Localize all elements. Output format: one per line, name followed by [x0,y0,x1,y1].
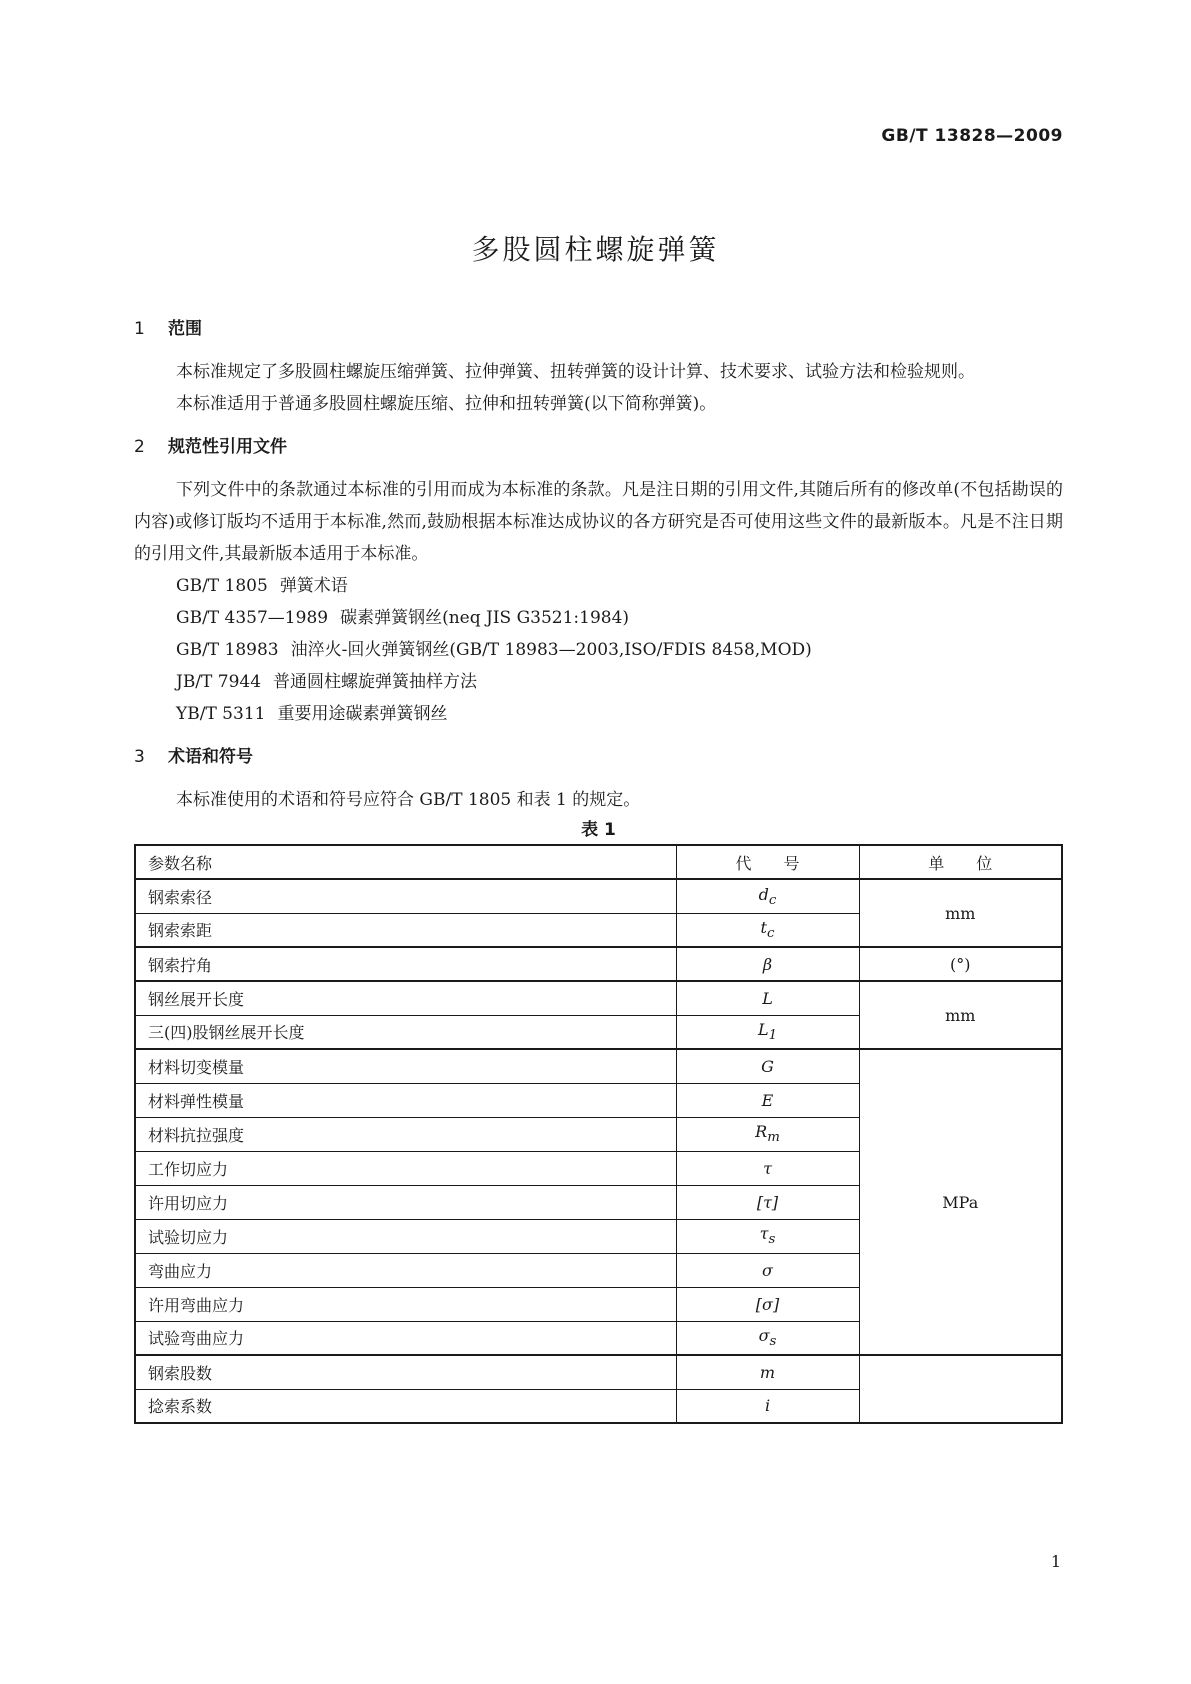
table-header-cell: 参数名称 [135,845,676,879]
param-symbol: E [676,1083,859,1117]
param-symbol: $t_c$ [676,913,859,947]
table-row [135,1049,1062,1083]
paragraph: 下列文件中的条款通过本标准的引用而成为本标准的条款。凡是注日期的引用文件,其随后所有的修改单(不包括勘误的内容)或修订版均不适用于本标准,然而,鼓励根据本标准达成协议的各方研究是否可使用这些文件的最新版本。凡是不注日期的引用文件,其最新版本适用于本标准。 [134,480,1063,564]
param-symbol: L [676,981,859,1015]
param-name: 钢索股数 [135,1355,676,1389]
reference-name: 重要用途碳素弹簧钢丝 [277,704,448,724]
param-symbol: m [676,1355,859,1389]
section-2-heading [134,430,1063,464]
param-symbol: $\sigma_s$ [676,1321,859,1355]
param-symbol: i [676,1389,859,1423]
reference-code: GB/T 18983 [176,640,279,660]
table-row [135,879,1062,913]
param-name: 钢丝展开长度 [135,981,676,1015]
reference-item [134,602,1063,634]
param-symbol: [τ] [676,1185,859,1219]
table-header-row [135,845,1062,879]
param-name: 钢索拧角 [135,947,676,981]
param-unit: (°) [859,947,1062,981]
reference-name: 油淬火-回火弹簧钢丝(GB/T 18983—2003,ISO/FDIS 8458,MOD) [290,640,812,660]
param-name: 试验切应力 [135,1219,676,1253]
param-name: 材料抗拉强度 [135,1117,676,1151]
param-name: 三(四)股钢丝展开长度 [135,1015,676,1049]
page-number: 1 [1050,1552,1061,1571]
paragraph: 本标准使用的术语和符号应符合 GB/T 1805 和表 1 的规定。 [176,790,641,810]
param-unit: MPa [859,1049,1062,1355]
paragraph: 本标准适用于普通多股圆柱螺旋压缩、拉伸和扭转弹簧(以下简称弹簧)。 [176,394,717,414]
paragraph: 本标准规定了多股圆柱螺旋压缩弹簧、拉伸弹簧、扭转弹簧的设计计算、技术要求、试验方法和检验规则。 [176,362,975,382]
reference-name: 碳素弹簧钢丝(neq JIS G3521:1984) [340,608,630,628]
reference-name: 弹簧术语 [279,576,348,596]
param-symbol: $\tau_s$ [676,1219,859,1253]
param-name: 钢索索径 [135,879,676,913]
reference-item [134,698,1063,730]
param-symbol: $d_c$ [676,879,859,913]
section-1-heading [134,312,1063,346]
table-row [135,1355,1062,1389]
param-symbol: $L_1$ [676,1015,859,1049]
table-caption: 表 1 [581,820,616,840]
table-header-cell: 代 号 [676,845,859,879]
param-symbol: β [676,947,859,981]
param-unit: mm [859,879,1062,947]
param-name: 试验弯曲应力 [135,1321,676,1355]
reference-item [134,634,1063,666]
section-number: 2 [134,437,145,457]
section-title: 术语和符号 [168,747,253,767]
param-symbol: [σ] [676,1287,859,1321]
section-title: 规范性引用文件 [168,437,287,457]
reference-code: GB/T 4357—1989 [176,608,329,628]
section-number: 1 [134,319,145,339]
reference-code: GB/T 1805 [176,576,268,596]
param-name: 钢索索距 [135,913,676,947]
param-name: 工作切应力 [135,1151,676,1185]
param-symbol: G [676,1049,859,1083]
param-name: 弯曲应力 [135,1253,676,1287]
param-name: 许用切应力 [135,1185,676,1219]
section-3-heading [134,740,1063,774]
param-name: 材料切变模量 [135,1049,676,1083]
table-row [135,947,1062,981]
section-number: 3 [134,747,145,767]
param-symbol: τ [676,1151,859,1185]
reference-name: 普通圆柱螺旋弹簧抽样方法 [273,672,478,692]
param-unit: mm [859,981,1062,1049]
param-symbol: $R_m$ [676,1117,859,1151]
param-symbol: σ [676,1253,859,1287]
reference-code: YB/T 5311 [176,704,266,724]
param-name: 材料弹性模量 [135,1083,676,1117]
standard-code: GB/T 13828—2009 [881,126,1063,146]
parameter-table [134,844,1063,1424]
param-unit [859,1355,1062,1423]
param-name: 捻索系数 [135,1389,676,1423]
reference-item [134,570,1063,602]
param-name: 许用弯曲应力 [135,1287,676,1321]
table-row [135,981,1062,1015]
document-body [134,319,1063,1424]
reference-code: JB/T 7944 [176,672,262,692]
section-title: 范围 [168,319,202,339]
table-header-cell: 单 位 [859,845,1062,879]
document-title: 多股圆柱螺旋弹簧 [471,233,720,266]
reference-item [134,666,1063,698]
